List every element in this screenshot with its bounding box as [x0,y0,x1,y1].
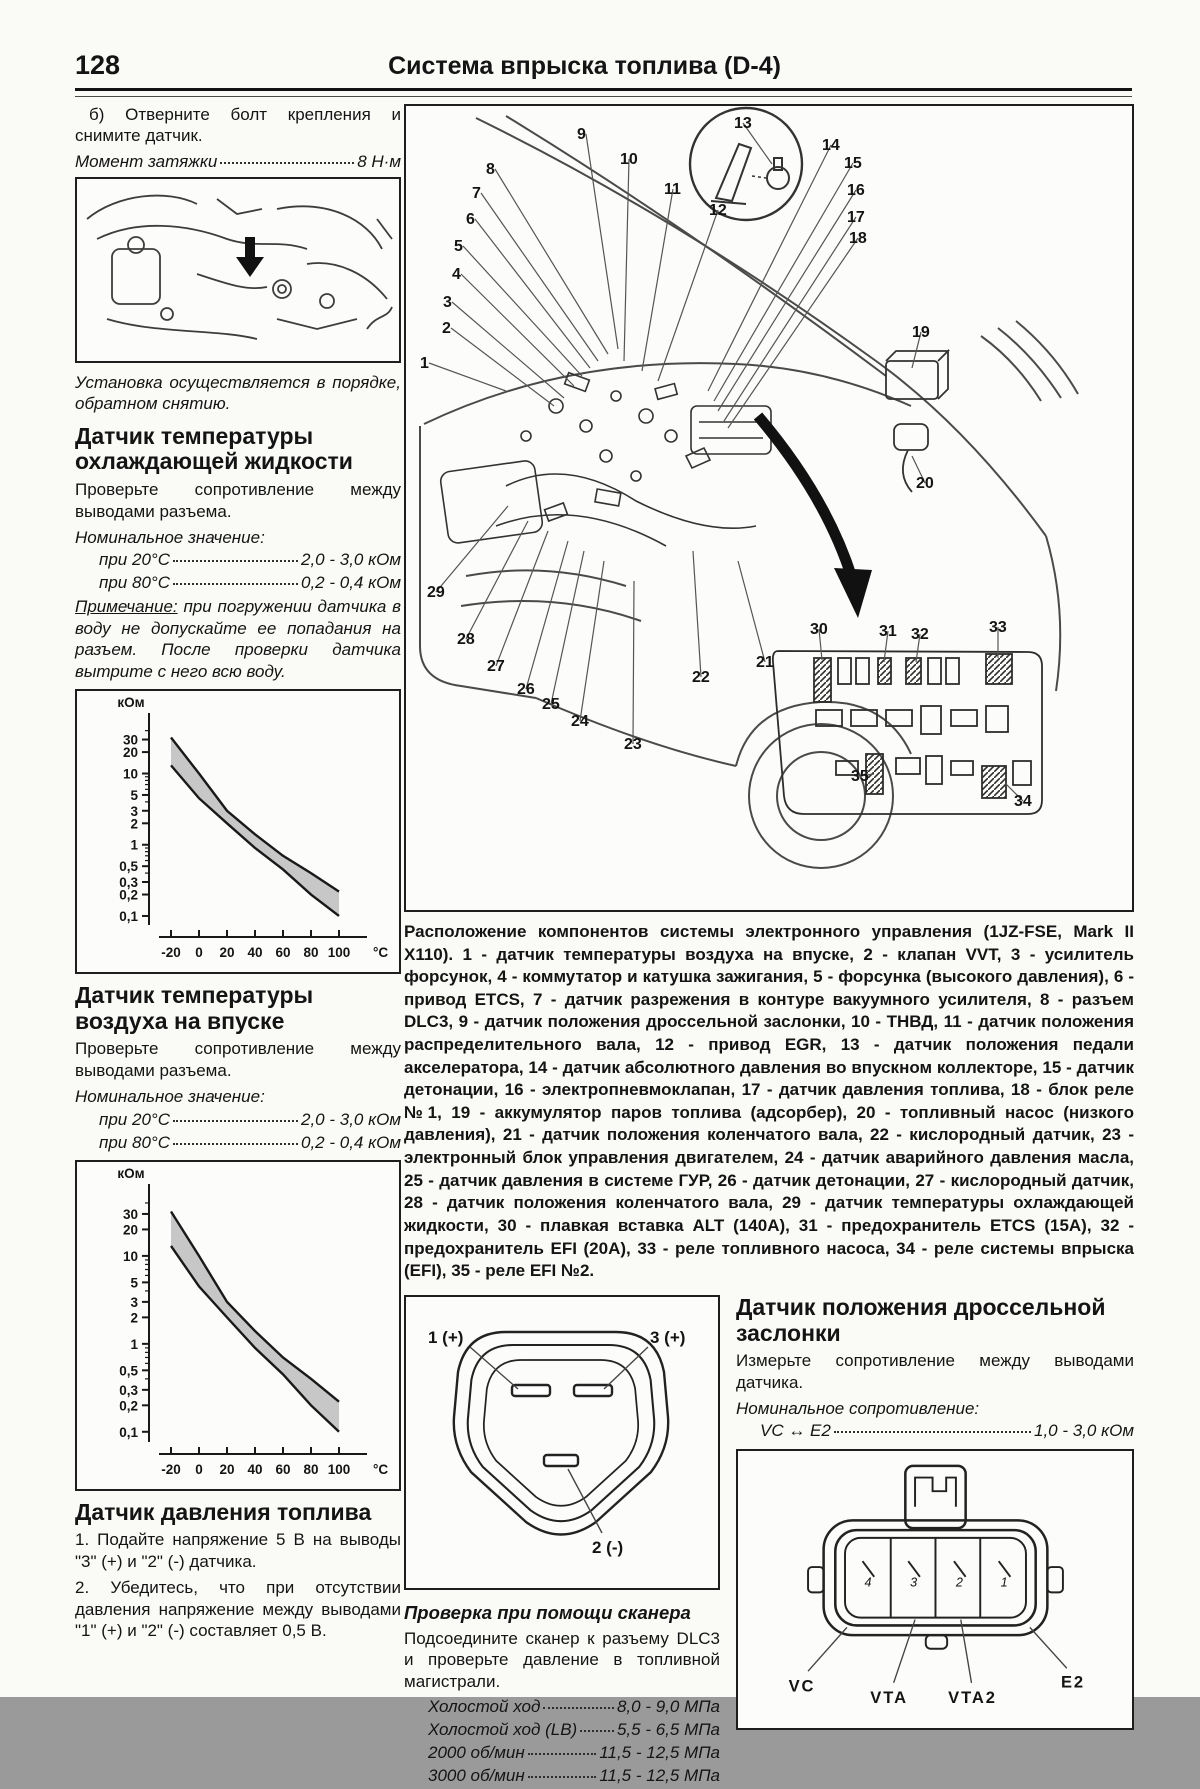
cavity-number-4: 4 [864,1575,872,1590]
engine-components-cluster [439,373,771,546]
right-column [404,104,1134,1789]
svg-text:3: 3 [130,803,138,819]
dot-leader [173,560,298,562]
torque-value: 8 Н·м [357,151,401,171]
svg-text:35: 35 [851,768,869,785]
svg-text:2: 2 [130,1310,138,1326]
svg-text:5: 5 [130,787,138,803]
dot-leader [528,1776,597,1778]
svg-text:11: 11 [664,181,681,198]
spec-value: 5,5 - 6,5 МПа [616,1719,720,1739]
fusible-link-alt [814,658,831,702]
svg-text:24: 24 [571,713,589,730]
svg-text:30: 30 [810,621,828,638]
svg-text:32: 32 [911,626,929,643]
spec-value: 8,0 - 9,0 МПа [616,1696,720,1716]
car-body-outline [420,116,1078,868]
arrow-to-fuse-box [758,416,872,618]
pin-label-1: 1 (+) [428,1327,464,1347]
dot-leader [528,1753,597,1755]
scanner-spec-row [404,1743,720,1763]
svg-text:60: 60 [275,944,291,960]
bottom-section [404,1295,1134,1789]
intake-air-sensor-heading: Датчик температуры воздуха на впуске [75,981,314,1034]
page-header [75,50,1134,81]
svg-text:25: 25 [542,696,560,713]
page-title: Система впрыска топлива (D-4) [388,52,781,80]
svg-text:34: 34 [1014,793,1032,810]
svg-text:10: 10 [122,1248,138,1264]
dot-leader [173,1143,298,1145]
coolant-resistance-chart [75,689,401,974]
torque-spec-row [75,152,401,172]
svg-text:20: 20 [916,475,934,492]
svg-text:0,5: 0,5 [119,859,138,875]
efi-main-relay [982,766,1006,798]
coolant-sensor-heading: Датчик температуры охлаждающей жидкости [75,422,353,475]
scanner-check-intro: Подсоедините сканер к разъему DLC3 и проверьте давление в топливной магистрали. [404,1628,720,1691]
svg-text:40: 40 [247,944,263,960]
intake-air-resistance-chart [75,1160,401,1491]
spec-value: 2,0 - 3,0 кОм [301,1109,401,1129]
svg-text:3: 3 [443,294,452,311]
svg-text:3: 3 [130,1294,138,1310]
scanner-spec-row [404,1720,720,1740]
spec-label: Холостой ход (LB) [428,1719,578,1739]
throttle-sensor-intro: Измерьте сопротивление между выводами датчика. [736,1351,1134,1392]
svg-text:80: 80 [303,1461,319,1477]
svg-text:40: 40 [247,1461,263,1477]
dot-leader [173,1120,298,1122]
scanner-spec-row [404,1697,720,1717]
svg-text:9: 9 [577,126,586,143]
spec-label: при 20°С [99,550,170,570]
torque-label: Момент затяжки [75,151,218,171]
fuel-pressure-step1: 1. Подайте напряжение 5 В на выводы "3" (+) и "2" (-) датчика. [75,1530,401,1571]
svg-text:7: 7 [472,185,481,202]
svg-text:4: 4 [452,266,461,283]
svg-text:1: 1 [420,355,429,372]
step-b-text: б) Отверните болт крепления и снимите датчик. [75,105,401,146]
spec-label: при 80°С [99,573,170,593]
note-label: Примечание: [75,597,178,617]
throttle-connector-figure [736,1449,1134,1730]
terminal-2 [544,1455,578,1466]
svg-text:13: 13 [734,115,752,132]
svg-text:-20: -20 [161,1461,181,1477]
svg-text:23: 23 [624,736,642,753]
svg-text:10: 10 [122,766,138,782]
svg-text:17: 17 [847,209,865,226]
dot-leader [580,1730,614,1732]
svg-text:1: 1 [130,837,138,853]
spec-label: Холостой ход [428,1696,541,1716]
resistance-chart-svg [77,691,395,967]
spec-value: 2,0 - 3,0 кОм [301,550,401,570]
spec-label: VC ↔ E2 [760,1421,831,1441]
spec-value: 0,2 - 0,4 кОм [301,573,401,593]
coolant-spec-row [75,550,401,570]
spec-label: при 20°С [99,1109,170,1129]
svg-text:16: 16 [847,182,865,199]
svg-text:20: 20 [219,1461,235,1477]
sensor-location-illustration [75,177,401,363]
coolant-sensor-intro: Проверьте сопротивление между выводами разъема. [75,480,401,521]
svg-text:кОм: кОм [117,694,145,710]
svg-text:8: 8 [486,161,495,178]
pin-label-3: 3 (+) [650,1327,686,1347]
svg-text:0,3: 0,3 [119,874,138,890]
svg-text:°C: °C [373,1461,389,1477]
intake-air-intro: Проверьте сопротивление между выводами разъема. [75,1039,401,1080]
fuel-pressure-sensor-heading: Датчик давления топлива [75,1498,372,1525]
engine-bay-sketch [77,179,399,361]
intake-air-nominal-label: Номинальное значение: [75,1087,265,1107]
left-column [75,104,401,1646]
svg-text:31: 31 [879,623,897,640]
svg-text:1: 1 [130,1336,138,1352]
svg-text:15: 15 [844,155,862,172]
svg-text:0,3: 0,3 [119,1382,138,1398]
svg-text:0: 0 [195,1461,203,1477]
dot-leader [173,583,298,585]
cavity-number-3: 3 [910,1575,918,1590]
svg-text:0,2: 0,2 [119,887,138,903]
throttle-sensor-heading: Датчик положения дроссельной заслонки [736,1293,1106,1346]
note-text: при погружении датчика в воду не допускайте ее попадания на разъем. После проверки датчика вытрите с него всю воду. [75,597,401,681]
spec-label: 3000 об/мин [428,1765,525,1785]
svg-text:20: 20 [219,944,235,960]
bottom-left-block [404,1295,720,1789]
svg-text:19: 19 [912,324,930,341]
svg-text:2: 2 [130,816,138,832]
coolant-note [75,596,401,682]
svg-text:22: 22 [692,669,710,686]
terminal-label-e2: E2 [1060,1673,1086,1693]
svg-text:30: 30 [122,732,138,748]
svg-text:27: 27 [487,658,505,675]
svg-text:30: 30 [122,1206,138,1222]
svg-text:100: 100 [327,1461,351,1477]
spec-value: 1,0 - 3,0 кОм [1034,1421,1134,1441]
svg-text:0,1: 0,1 [119,1424,138,1440]
svg-text:кОм: кОм [117,1165,145,1181]
svg-text:80: 80 [303,944,319,960]
svg-text:20: 20 [122,1222,138,1238]
fuel-pump-relay [986,654,1012,684]
coolant-nominal-label: Номинальное значение: [75,527,265,547]
page-number: 128 [75,50,121,80]
fuse-efi [906,658,921,684]
svg-text:18: 18 [849,230,867,247]
spec-label: 2000 об/мин [428,1742,525,1762]
coolant-spec-row [75,573,401,593]
canister-and-pump [886,351,948,492]
svg-text:2: 2 [442,320,451,337]
dot-leader [543,1707,614,1709]
dot-leader [220,162,354,164]
svg-text:0,1: 0,1 [119,908,138,924]
svg-text:10: 10 [620,151,638,168]
ecu-box [691,406,771,454]
svg-text:-20: -20 [161,944,181,960]
terminal-label-vta2: VTA2 [948,1688,997,1708]
resistance-chart-svg [77,1162,395,1484]
fuel-pressure-step2: 2. Убедитесь, что при отсутствии давления напряжение между выводами "1" (+) и "2" (-) составляет 0,5 В. [75,1578,401,1641]
throttle-nominal-label: Номинальное сопротивление: [736,1399,980,1419]
cavity-number-1: 1 [1000,1575,1008,1590]
svg-text:6: 6 [466,211,475,228]
fuel-pressure-connector-figure [404,1295,720,1590]
spec-value: 11,5 - 12,5 МПа [599,1742,720,1762]
throttle-sensor-block [736,1295,1134,1731]
spec-value: 0,2 - 0,4 кОм [301,1132,401,1152]
intake-air-spec-row [75,1110,401,1130]
diagram-caption: Расположение компонентов системы электронного управления (1JZ-FSE, Mark II X110). 1 - датчик температуры воздуха на впуске, 2 - клапан VVT, 3 - усилитель форсунок, 4 - коммутатор и катушка зажигания, 5 - форсунка (высокого давления), 6 - привод ETCS, 7 - датчик разрежения в контуре вакуумного усилителя, 8 - разъем DLC3, 9 - датчик положения дроссельной заслонки, 10 - ТНВД, 11 - датчик положения распределительного вала, 12 - привод EGR, 13 - датчик положения педали акселератора, 14 - датчик абсолютного давления во впускном коллекторе, 15 - датчик детонации, 16 - электропневмоклапан, 17 - датчик давления топлива, 18 - блок реле №1, 19 - аккумулятор паров топлива (адсорбер), 20 - топливный насос (низкого давления), 21 - датчик положения коленчатого вала, 22 - кислородный датчик, 23 - электронный блок управления двигателем, 24 - датчик аварийного давления масла, 25 - датчик давления в системе ГУР, 26 - датчик детонации, 27 - кислородный датчик, 28 - датчик положения коленчатого вала, 29 - датчик температуры охлаждающей жидкости, 30 - плавкая вставка ALT (140A), 31 - предохранитель ETCS (15A), 32 - предохранитель EFI (20A), 33 - реле топливного насоса, 34 - реле системы впрыска (EFI), 35 - реле EFI №2. [404,922,1134,1281]
svg-text:14: 14 [822,137,840,154]
svg-text:60: 60 [275,1461,291,1477]
svg-text:20: 20 [122,745,138,761]
svg-text:5: 5 [130,1275,138,1291]
svg-text:0: 0 [195,944,203,960]
svg-text:29: 29 [427,584,445,601]
terminal-1 [512,1385,550,1396]
svg-text:12: 12 [709,202,727,219]
svg-text:21: 21 [756,654,774,671]
svg-text:0,5: 0,5 [119,1363,138,1379]
install-note: Установка осуществляется в порядке, обратном снятию. [75,372,401,414]
fuse-box [773,651,1042,814]
scanner-check-heading: Проверка при помощи сканера [404,1601,691,1623]
pressure-connector-svg [406,1297,718,1583]
throttle-connector-svg [738,1451,1132,1723]
throttle-spec-row [736,1421,1134,1441]
pin-label-2: 2 (-) [592,1537,624,1557]
svg-text:28: 28 [457,631,475,648]
dot-leader [834,1431,1031,1433]
cavity-number-2: 2 [955,1575,963,1590]
scanner-spec-row [404,1766,720,1786]
svg-text:26: 26 [517,681,535,698]
spec-label: при 80°С [99,1132,170,1152]
svg-text:0,2: 0,2 [119,1398,138,1414]
svg-text:°C: °C [373,944,389,960]
svg-text:5: 5 [454,238,463,255]
svg-text:100: 100 [327,944,351,960]
svg-text:33: 33 [989,619,1007,636]
terminal-label-vc: VC [788,1677,816,1697]
terminal-label-vta: VTA [870,1688,908,1708]
engine-components-diagram-svg [406,106,1132,910]
header-rule [75,88,1132,97]
component-location-diagram [404,104,1134,912]
spec-value: 11,5 - 12,5 МПа [599,1765,720,1785]
intake-air-spec-row [75,1133,401,1153]
